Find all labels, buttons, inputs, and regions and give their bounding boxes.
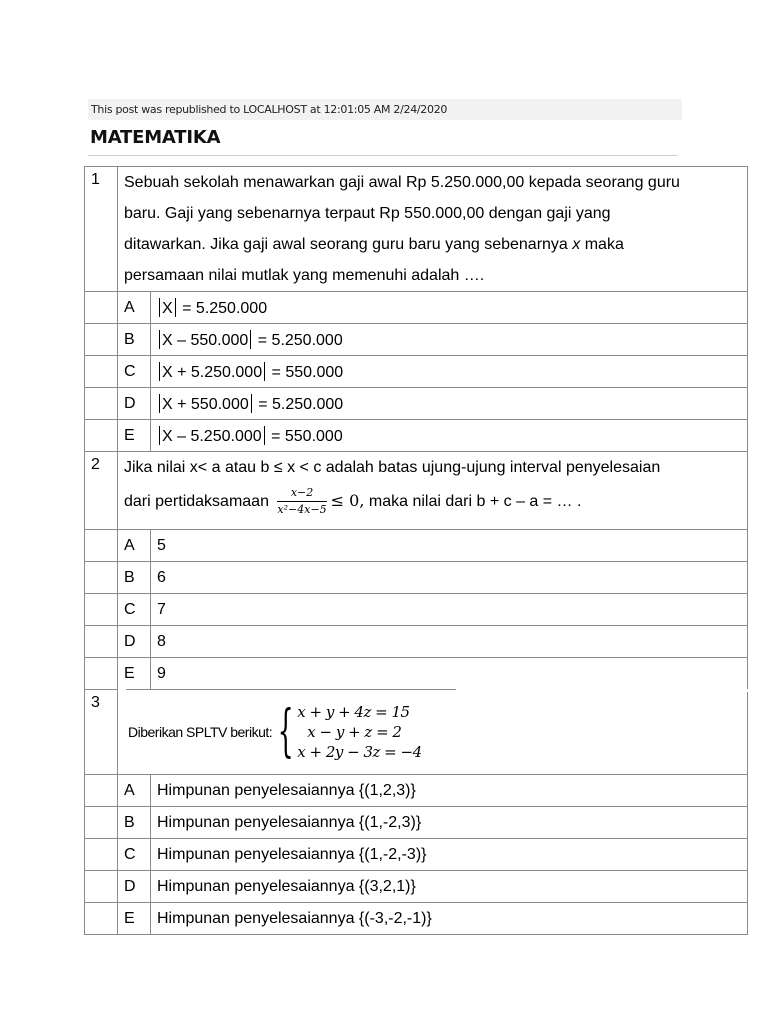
blank-cell [85, 871, 118, 903]
option-row [85, 594, 748, 626]
abs-inner: X + 550.000 [162, 395, 249, 413]
option-letter: D [118, 626, 151, 658]
question-row-3 [85, 690, 748, 775]
option-row [85, 775, 748, 807]
equation: x + y + 4z = 15 [297, 703, 410, 721]
blank-cell [85, 292, 118, 324]
option-text: Himpunan penyelesaiannya {(-3,-2,-1)} [151, 903, 748, 935]
option-letter: D [118, 388, 151, 420]
option-text: Himpunan penyelesaiannya {(1,-2,3)} [151, 807, 748, 839]
option-letter: B [118, 562, 151, 594]
border-gap [456, 689, 748, 692]
blank-cell [85, 562, 118, 594]
option-row [85, 562, 748, 594]
option-row [85, 530, 748, 562]
option-row [85, 388, 748, 420]
question-line: baru. Gaji yang sebenarnya terpaut Rp 550.000,00 dengan gaji yang [124, 205, 611, 222]
abs-bar [159, 362, 160, 381]
spltv-block [118, 690, 747, 774]
fraction [277, 487, 326, 516]
question-text-part: maka [580, 236, 624, 253]
abs-bar [264, 426, 265, 445]
question-row-2 [85, 452, 748, 530]
option-text: Himpunan penyelesaiannya {(1,2,3)} [151, 775, 748, 807]
abs-inner: X – 5.250.000 [162, 427, 262, 445]
option-text: 5 [151, 530, 748, 562]
question-text-part: maka nilai dari b + c – a = … . [368, 493, 582, 510]
question-number: 3 [85, 690, 118, 775]
option-text: 8 [151, 626, 748, 658]
option-letter: A [118, 292, 151, 324]
fraction-denominator: x²−4x−5 [277, 503, 327, 517]
abs-rest: = 550.000 [271, 427, 343, 445]
question-text-part: dari pertidaksamaan [124, 493, 269, 510]
blank-cell [85, 594, 118, 626]
option-row [85, 658, 748, 690]
option-text [151, 292, 748, 324]
option-text: Himpunan penyelesaiannya {(1,-2,-3)} [151, 839, 748, 871]
abs-bar [264, 362, 265, 381]
blank-cell [85, 530, 118, 562]
blank-cell [85, 420, 118, 452]
question-text [118, 452, 748, 530]
blank-cell [85, 626, 118, 658]
option-letter: B [118, 324, 151, 356]
question-row-1 [85, 167, 748, 292]
abs-bar [159, 330, 160, 349]
option-letter: C [118, 356, 151, 388]
abs-bar [175, 298, 176, 317]
left-brace: { [277, 699, 294, 764]
abs-rest: = 5.250.000 [258, 395, 344, 413]
option-letter: A [118, 775, 151, 807]
question-text [118, 690, 748, 775]
question-line: Sebuah sekolah menawarkan gaji awal Rp 5.250.000,00 kepada seorang guru [124, 174, 680, 191]
equation: x − y + z = 2 [307, 723, 402, 741]
question-text [118, 167, 748, 292]
option-row [85, 420, 748, 452]
option-letter: A [118, 530, 151, 562]
option-row [85, 903, 748, 935]
blank-cell [85, 658, 118, 690]
option-letter: D [118, 871, 151, 903]
blank-cell [85, 388, 118, 420]
option-row [85, 839, 748, 871]
question-text-part: ditawarkan. Jika gaji awal seorang guru baru yang sebenarnya [124, 236, 573, 253]
option-letter: B [118, 807, 151, 839]
option-letter: C [118, 594, 151, 626]
blank-cell [85, 839, 118, 871]
option-letter: C [118, 839, 151, 871]
option-row [85, 626, 748, 658]
option-row [85, 356, 748, 388]
question-number: 2 [85, 452, 118, 530]
option-row [85, 324, 748, 356]
abs-bar [250, 330, 251, 349]
option-text [151, 388, 748, 420]
option-text [151, 420, 748, 452]
abs-inner: X + 5.250.000 [162, 363, 263, 381]
blank-cell [85, 903, 118, 935]
question-line [124, 481, 747, 522]
option-text [151, 324, 748, 356]
option-letter: E [118, 903, 151, 935]
equation-system [297, 702, 421, 762]
republish-banner: This post was republished to LOCALHOST at 12:01:05 AM 2/24/2020 [88, 99, 682, 120]
option-row [85, 807, 748, 839]
question-line: Jika nilai x< a atau b ≤ x < c adalah batas ujung-ujung interval penyelesaian [124, 459, 661, 476]
option-row [85, 871, 748, 903]
question-line [124, 229, 747, 260]
title-divider [88, 155, 678, 156]
option-letter: E [118, 658, 151, 690]
option-text: 6 [151, 562, 748, 594]
question-table [84, 166, 748, 935]
option-text: 7 [151, 594, 748, 626]
blank-cell [85, 324, 118, 356]
abs-bar [159, 426, 160, 445]
blank-cell [85, 807, 118, 839]
blank-cell [85, 356, 118, 388]
fraction-numerator: x−2 [277, 487, 326, 502]
abs-rest: = 5.250.000 [257, 331, 343, 349]
abs-bar [159, 394, 160, 413]
blank-cell [85, 775, 118, 807]
question-number: 1 [85, 167, 118, 292]
abs-rest: = 5.250.000 [182, 299, 268, 317]
abs-rest: = 550.000 [271, 363, 344, 381]
spltv-intro: Diberikan SPLTV berikut: [128, 724, 273, 740]
border-gap [118, 689, 126, 692]
option-row [85, 292, 748, 324]
option-letter: E [118, 420, 151, 452]
abs-bar [251, 394, 252, 413]
question-line: persamaan nilai mutlak yang memenuhi adalah …. [124, 267, 485, 284]
variable-x: x [572, 236, 581, 253]
option-text [151, 356, 748, 388]
page-title: MATEMATIKA [90, 127, 221, 148]
option-text: 9 [151, 658, 748, 690]
equation: x + 2y − 3z = −4 [297, 743, 422, 761]
abs-inner: X – 550.000 [162, 331, 249, 349]
abs-bar [159, 298, 160, 317]
abs-inner: X [162, 299, 173, 317]
inequality-sign: ≤ 0, [330, 491, 365, 510]
option-text: Himpunan penyelesaiannya {(3,2,1)} [151, 871, 748, 903]
